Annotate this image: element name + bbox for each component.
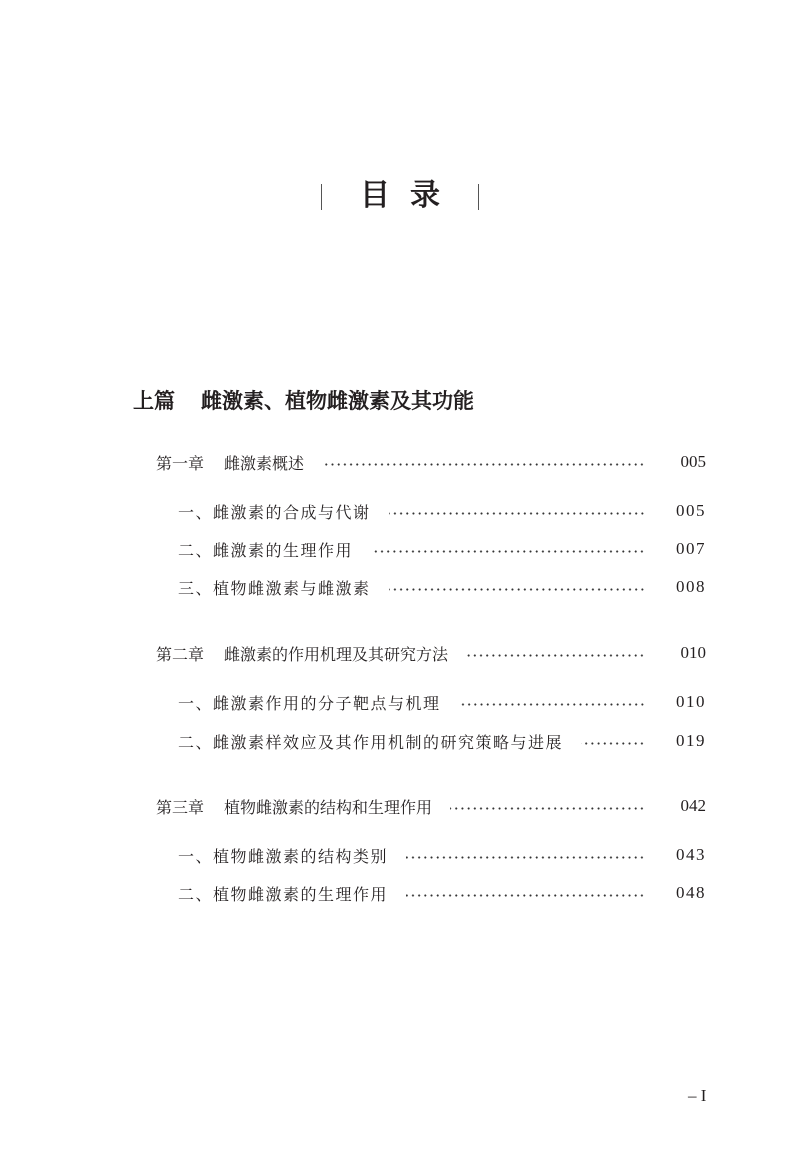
page-number: 005 <box>680 452 706 471</box>
dot-leader <box>406 894 645 897</box>
page-number: 005 <box>676 501 706 520</box>
toc-section[interactable] <box>178 575 706 599</box>
toc-section[interactable] <box>178 843 706 867</box>
toc-chapter-2[interactable] <box>156 641 706 665</box>
page-number: 007 <box>676 539 706 558</box>
dot-leader <box>581 742 645 745</box>
chapter-label: 第二章 <box>156 644 205 664</box>
toc-section[interactable] <box>178 537 706 561</box>
section-title: 三、植物雌激素与雌激素 <box>178 578 371 598</box>
section-title: 一、雌激素的合成与代谢 <box>178 502 371 522</box>
toc-title <box>0 170 800 214</box>
dot-leader <box>389 512 645 515</box>
dot-leader <box>371 550 645 553</box>
chapter-title: 雌激素概述 <box>224 453 305 473</box>
section-title: 二、雌激素样效应及其作用机制的研究策略与进展 <box>178 732 564 752</box>
dot-leader <box>322 463 645 466</box>
title-divider <box>478 184 479 210</box>
title-right-char: 录 <box>410 178 440 213</box>
chapter-label: 第一章 <box>156 453 205 473</box>
toc-section[interactable] <box>178 499 706 523</box>
page-folio: – I <box>688 1086 707 1105</box>
dot-leader <box>459 703 645 706</box>
page-number: 019 <box>676 731 706 750</box>
part-label: 上篇 <box>133 389 175 413</box>
dot-leader <box>466 654 645 657</box>
chapter-title: 雌激素的作用机理及其研究方法 <box>224 644 449 664</box>
section-title: 一、雌激素作用的分子靶点与机理 <box>178 693 441 713</box>
toc-section[interactable] <box>178 729 706 753</box>
page-number: 043 <box>676 845 706 864</box>
toc-section[interactable] <box>178 881 706 905</box>
page-number: 048 <box>676 883 706 902</box>
page-number: 010 <box>680 643 706 662</box>
toc-chapter-1[interactable] <box>156 450 706 474</box>
section-title: 二、雌激素的生理作用 <box>178 540 354 560</box>
section-title: 一、植物雌激素的结构类别 <box>178 846 389 866</box>
section-title: 二、植物雌激素的生理作用 <box>178 884 389 904</box>
toc-section[interactable] <box>178 690 706 714</box>
page-number: 042 <box>680 796 706 815</box>
chapter-label: 第三章 <box>156 797 205 817</box>
dot-leader <box>389 588 645 591</box>
title-divider <box>321 184 322 210</box>
dot-leader <box>450 807 645 810</box>
page-number: 008 <box>676 577 706 596</box>
part-heading <box>133 385 474 415</box>
chapter-title: 植物雌激素的结构和生理作用 <box>224 797 433 817</box>
page-number: 010 <box>676 692 706 711</box>
toc-chapter-3[interactable] <box>156 794 706 818</box>
title-left-char: 目 <box>360 178 390 213</box>
part-title: 雌激素、植物雌激素及其功能 <box>201 389 474 413</box>
dot-leader <box>406 856 645 859</box>
